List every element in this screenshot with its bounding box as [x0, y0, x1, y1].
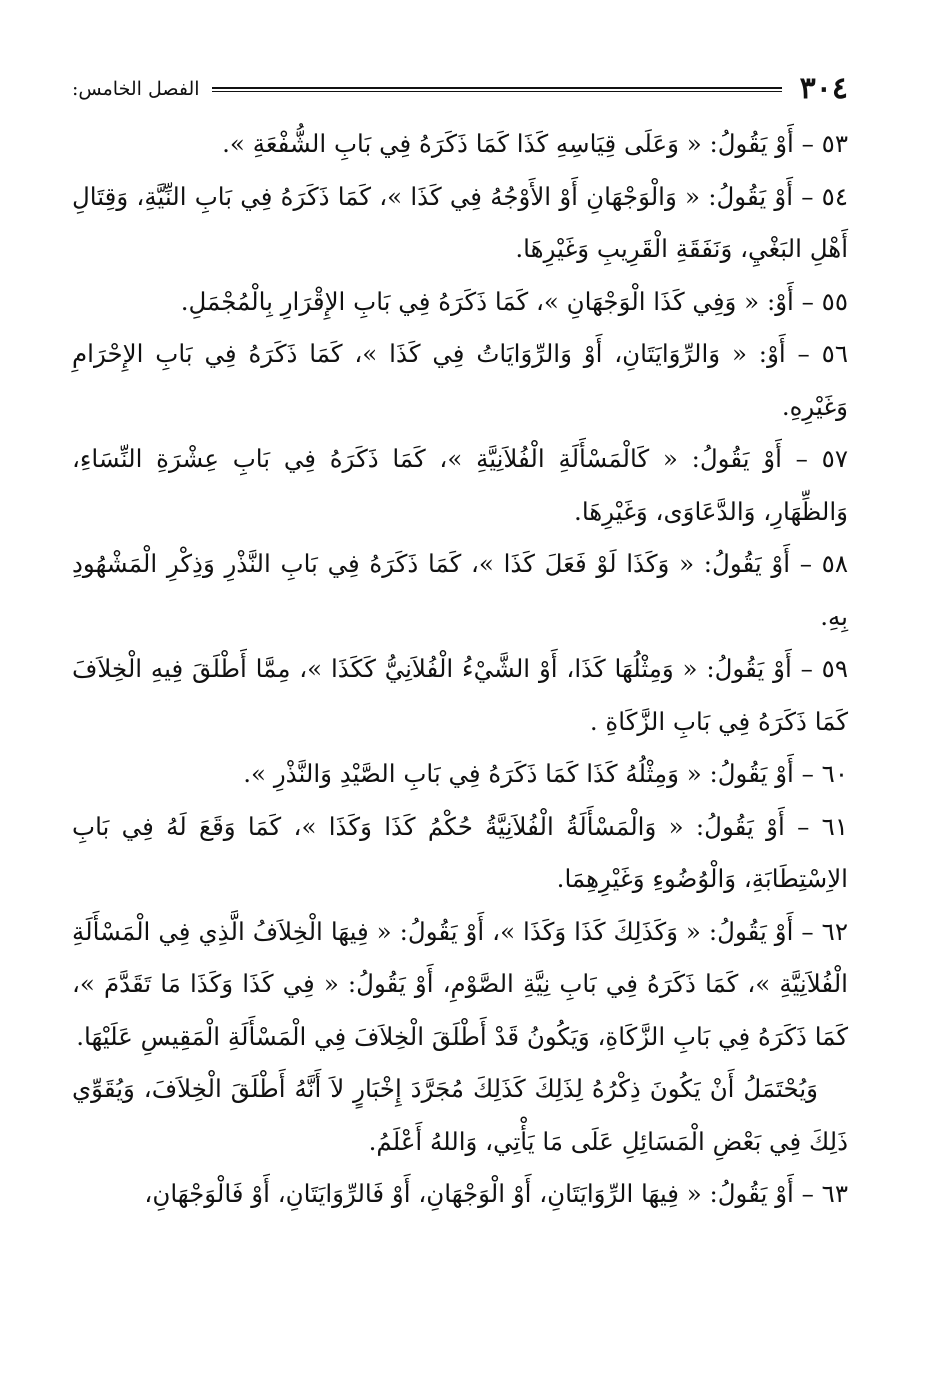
book-page: [72, 70, 848, 1347]
paragraph-62: ٦٢ – أَوْ يَقُولُ: « وَكَذَلِكَ كَذَا وَكَذَا »، أَوْ يَقُولُ: « فِيهَا الْخِلاَفُ الَّذِي فِي الْمَسْأَلَةِ الْفُلاَنِيَّةِ »، كَمَا ذَكَرَهُ فِي بَابِ نِيَّةِ الصَّوْمِ، أَوْ يَقُولُ: « فِي كَذَا وَكَذَا مَا تَقَدَّمَ »، كَمَا ذَكَرَهُ فِي بَابِ الزَّكَاةِ، وَيَكُونُ قَدْ أَطْلَقَ الْخِلاَفَ فِي الْمَسْأَلَةِ الْمَقِيسِ عَلَيْهَا.: [72, 916, 848, 1051]
paragraph-63: ٦٣ – أَوْ يَقُولُ: « فِيهَا الرِّوَايَتَانِ، أَوْ الْوَجْهَانِ، أَوْ فَالرِّوَايَتَانِ، أَوْ فَالْوَجْهَانِ،: [144, 1179, 848, 1208]
paragraph-53: ٥٣ – أَوْ يَقُولُ: « وَعَلَى قِيَاسِهِ كَذَا كَمَا ذَكَرَهُ فِي بَابِ الشُّفْعَةِ ».: [222, 129, 848, 158]
paragraph-58: ٥٨ – أَوْ يَقُولُ: « وَكَذَا لَوْ فَعَلَ كَذَا »، كَمَا ذَكَرَهُ فِي بَابِ النَّذْرِ وَذِكْرِ الْمَشْهُودِ بِهِ.: [72, 549, 848, 631]
paragraph-60: ٦٠ – أَوْ يَقُولُ: « وَمِثْلُهُ كَذَا كَمَا ذَكَرَهُ فِي بَابِ الصَّيْدِ وَالنَّذْرِ ».: [243, 759, 848, 788]
paragraph-54: ٥٤ – أَوْ يَقُولُ: « وَالْوَجْهَانِ أَوْ الأَوْجُهُ فِي كَذَا »، كَمَا ذَكَرَهُ فِي بَابِ النِّيَّةِ، وَقِتَالِ أَهْلِ البَغْيِ، وَنَفَقَةِ الْقَرِيبِ وَغَيْرِهَا.: [72, 181, 848, 263]
paragraph-61: ٦١ – أَوْ يَقُولُ: « وَالْمَسْأَلَةُ الْفُلاَنِيَّةُ حُكْمُ كَذَا وَكَذَا »، كَمَا وَقَعَ لَهُ فِي بَابِ الاِسْتِطَابَةِ، وَالْوُضُوءِ وَغَيْرِهِمَا.: [72, 811, 848, 893]
paragraph-commentary: وَيُحْتَمَلُ أَنْ يَكُونَ ذِكْرُهُ لِذَلِكَ كَذَلِكَ مُجَرَّدَ إِخْبَارٍ لاَ أَنَّهُ أَطْلَقَ الْخِلاَفَ، وَيُقَوِّي ذَلِكَ فِي بَعْضِ الْمَسَائِلِ عَلَى مَا يَأْتِي، وَاللهُ أَعْلَمُ.: [72, 1074, 848, 1156]
paragraph-59: ٥٩ – أَوْ يَقُولُ: « وَمِثْلُهَا كَذَا، أَوْ الشَّيْءُ الْفُلاَنِيُّ كَكَذَا »، مِمَّا أَطْلَقَ فِيهِ الْخِلاَفَ كَمَا ذَكَرَهُ فِي بَابِ الزَّكَاةِ .: [72, 654, 848, 736]
page-header: [72, 70, 848, 108]
page-body: [72, 118, 848, 1221]
paragraph-55: ٥٥ – أَوْ: « وَفِي كَذَا الْوَجْهَانِ »، كَمَا ذَكَرَهُ فِي بَابِ الإِقْرَارِ بِالْمُجْمَلِ.: [180, 286, 848, 316]
page-number: ٣٠٤: [799, 71, 848, 106]
paragraph-56: ٥٦ – أَوْ: « وَالرِّوَايَتَانِ، أَوْ وَالرِّوَايَاتُ فِي كَذَا »، كَمَا ذَكَرَهُ فِي بَابِ الإِحْرَامِ وَغَيْرِهِ.: [72, 339, 848, 421]
paragraph-57: ٥٧ – أَوْ يَقُولُ: « كَالْمَسْأَلَةِ الْفُلاَنِيَّةِ »، كَمَا ذَكَرَهُ فِي بَابِ عِشْرَةِ النِّسَاءِ، وَالظِّهَارِ، وَالدَّعَاوَى، وَغَيْرِهَا.: [72, 444, 848, 526]
header-rule: [212, 87, 782, 92]
chapter-title: الفصل الخامس:: [72, 78, 200, 100]
